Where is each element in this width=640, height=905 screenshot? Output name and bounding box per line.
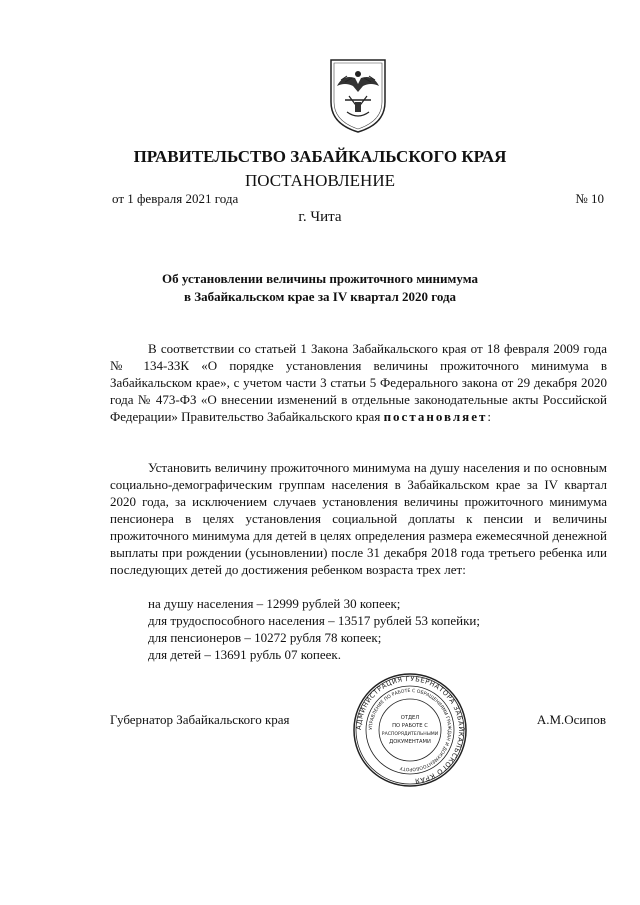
stamp-inner-text: УПРАВЛЕНИЕ ПО РАБОТЕ С ОБРАЩЕНИЯМИ ГРАЖДАН И ДОКУМЕНТООБОРОТУ xyxy=(368,688,452,772)
document-heading xyxy=(0,270,640,306)
stamp-center-line: РАСПОРЯДИТЕЛЬНЫМИ xyxy=(381,732,439,737)
decision-text: Установить величину прожиточного минимума на душу населения и по основным социально-демографическим группам населения в Забайкальском крае за IV квартал 2020 года, за исключением случаев установления величины прожиточного минимума пенсионера в целях установления социальной доплаты к пенсии и величины прожиточного минимума для детей в целях определения размера ежемесячной денежной выплаты при рождении (усыновлении) после 31 декабря 2018 года третьего ребенка или последующих детей до достижения ребенком возраста трех лет: xyxy=(110,460,607,577)
heading-line-1: Об установлении величины прожиточного минимума xyxy=(162,271,478,286)
official-stamp xyxy=(352,672,468,788)
list-item: на душу населения – 12999 рублей 30 копеек; xyxy=(148,596,401,611)
list-item: для пенсионеров – 10272 рубля 78 копеек; xyxy=(148,630,382,645)
preamble-text: В соответствии со статьей 1 Закона Забайкальского края от 18 февраля 2009 года № 134-ЗЗК «О порядке установления величины прожиточного минимума в Забайкальском крае», с учетом части 3 статьи 5 Федерального закона от 29 декабря 2020 года № 473-ФЗ «О внесении изменений в отдельные законодательные акты Российской Федерации» Правительство Забайкальского края xyxy=(110,341,607,424)
paragraph-decision xyxy=(110,459,607,578)
heading-line-2: в Забайкальском крае за IV квартал 2020 года xyxy=(183,289,457,304)
resolves-keyword: постановляет xyxy=(383,409,488,424)
signer-name: А.М.Осипов xyxy=(536,712,606,727)
list-item: для детей – 13691 рубль 07 копеек. xyxy=(148,647,341,662)
document-number: № 10 xyxy=(575,191,604,206)
stamp-outer-text: АДМИНИСТРАЦИЯ ГУБЕРНАТОРА ЗАБАЙКАЛЬСКОГО КРАЯ xyxy=(354,674,466,785)
preamble-end: : xyxy=(487,409,491,424)
stamp-center-line: ДОКУМЕНТАМИ xyxy=(389,739,431,745)
list-item: для трудоспособного населения – 13517 рублей 53 копейки; xyxy=(148,613,480,628)
government-title: ПРАВИТЕЛЬСТВО ЗАБАЙКАЛЬСКОГО КРАЯ xyxy=(133,147,507,166)
coat-of-arms-emblem xyxy=(325,56,391,134)
document-type: ПОСТАНОВЛЕНИЕ xyxy=(244,171,395,190)
stamp-center-line: ОТДЕЛ xyxy=(400,715,420,721)
svg-text:УПРАВЛЕНИЕ ПО РАБОТЕ С ОБРАЩЕН xyxy=(368,688,452,772)
document-city: г. Чита xyxy=(298,209,342,225)
signer-title: Губернатор Забайкальского края xyxy=(110,712,290,727)
paragraph-preamble xyxy=(110,340,607,425)
stamp-center-line: ПО РАБОТЕ С xyxy=(392,723,428,729)
document-date: от 1 февраля 2021 года xyxy=(112,191,239,206)
